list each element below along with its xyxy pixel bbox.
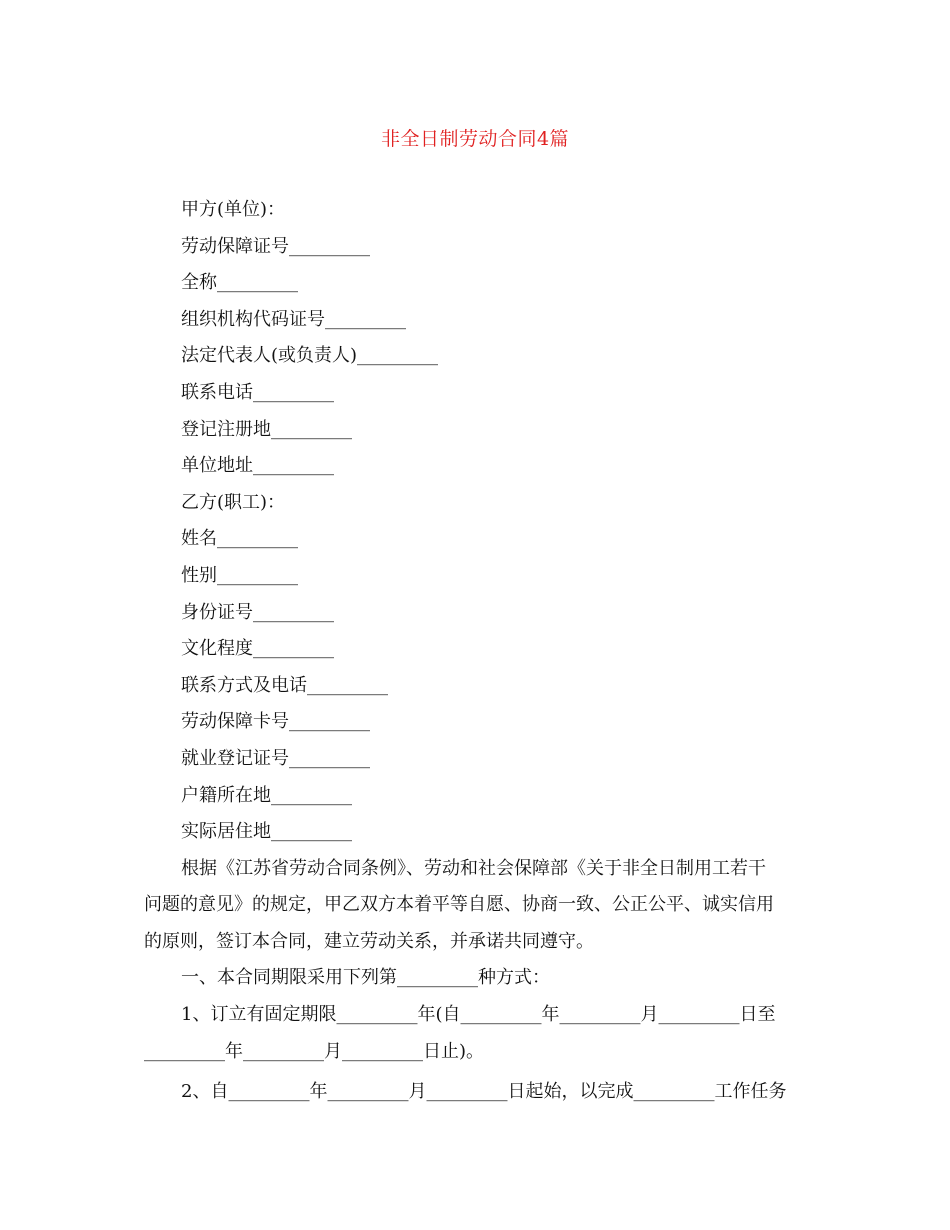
- party-b-field-education: 文化程度_________: [181, 638, 334, 660]
- clause-1-1-line-2: _________年_________月_________日止)。: [144, 1040, 485, 1062]
- preamble-line-1: 根据《江苏省劳动合同条例》、劳动和社会保障部《关于非全日制用工若干: [181, 857, 766, 879]
- party-a-field-full-name: 全称_________: [181, 272, 298, 294]
- preamble-line-2: 问题的意见》的规定，甲乙双方本着平等自愿、协商一致、公正公平、诚实信用: [144, 894, 774, 916]
- clause-1-1-line-1: 1、订立有固定期限_________年(自_________年_________月_________日至: [181, 1004, 776, 1026]
- party-a-field-labor-security-no: 劳动保障证号_________: [181, 235, 370, 257]
- party-b-field-name: 姓名_________: [181, 528, 298, 550]
- party-b-field-id-no: 身份证号_________: [181, 601, 334, 623]
- party-b-field-gender: 性别_________: [181, 564, 298, 586]
- clause-1: 一、本合同期限采用下列第_________种方式：: [181, 967, 550, 989]
- party-a-field-phone: 联系电话_________: [181, 381, 334, 403]
- party-b-field-residence: 实际居住地_________: [181, 821, 352, 843]
- party-a-field-legal-rep: 法定代表人(或负责人)_________: [181, 345, 439, 367]
- party-b-field-household-reg: 户籍所在地_________: [181, 784, 352, 806]
- document-title: 非全日制劳动合同4篇: [380, 128, 570, 150]
- party-a-heading: 甲方(单位)：: [181, 199, 286, 220]
- party-b-field-contact: 联系方式及电话_________: [181, 674, 388, 696]
- party-a-field-address: 单位地址_________: [181, 455, 334, 477]
- preamble-line-3: 的原则，签订本合同，建立劳动关系，并承诺共同遵守。: [144, 930, 594, 952]
- party-a-field-registration-place: 登记注册地_________: [181, 418, 352, 440]
- party-a-field-org-code: 组织机构代码证号_________: [181, 308, 406, 330]
- party-b-field-labor-card: 劳动保障卡号_________: [181, 711, 370, 733]
- document-body: [144, 192, 810, 1111]
- party-b-heading: 乙方(职工)：: [181, 491, 286, 513]
- party-b-field-employment-reg: 就业登记证号_________: [181, 747, 370, 769]
- clause-1-2: 2、自_________年_________月_________日起始，以完成_________工作任务: [181, 1081, 787, 1103]
